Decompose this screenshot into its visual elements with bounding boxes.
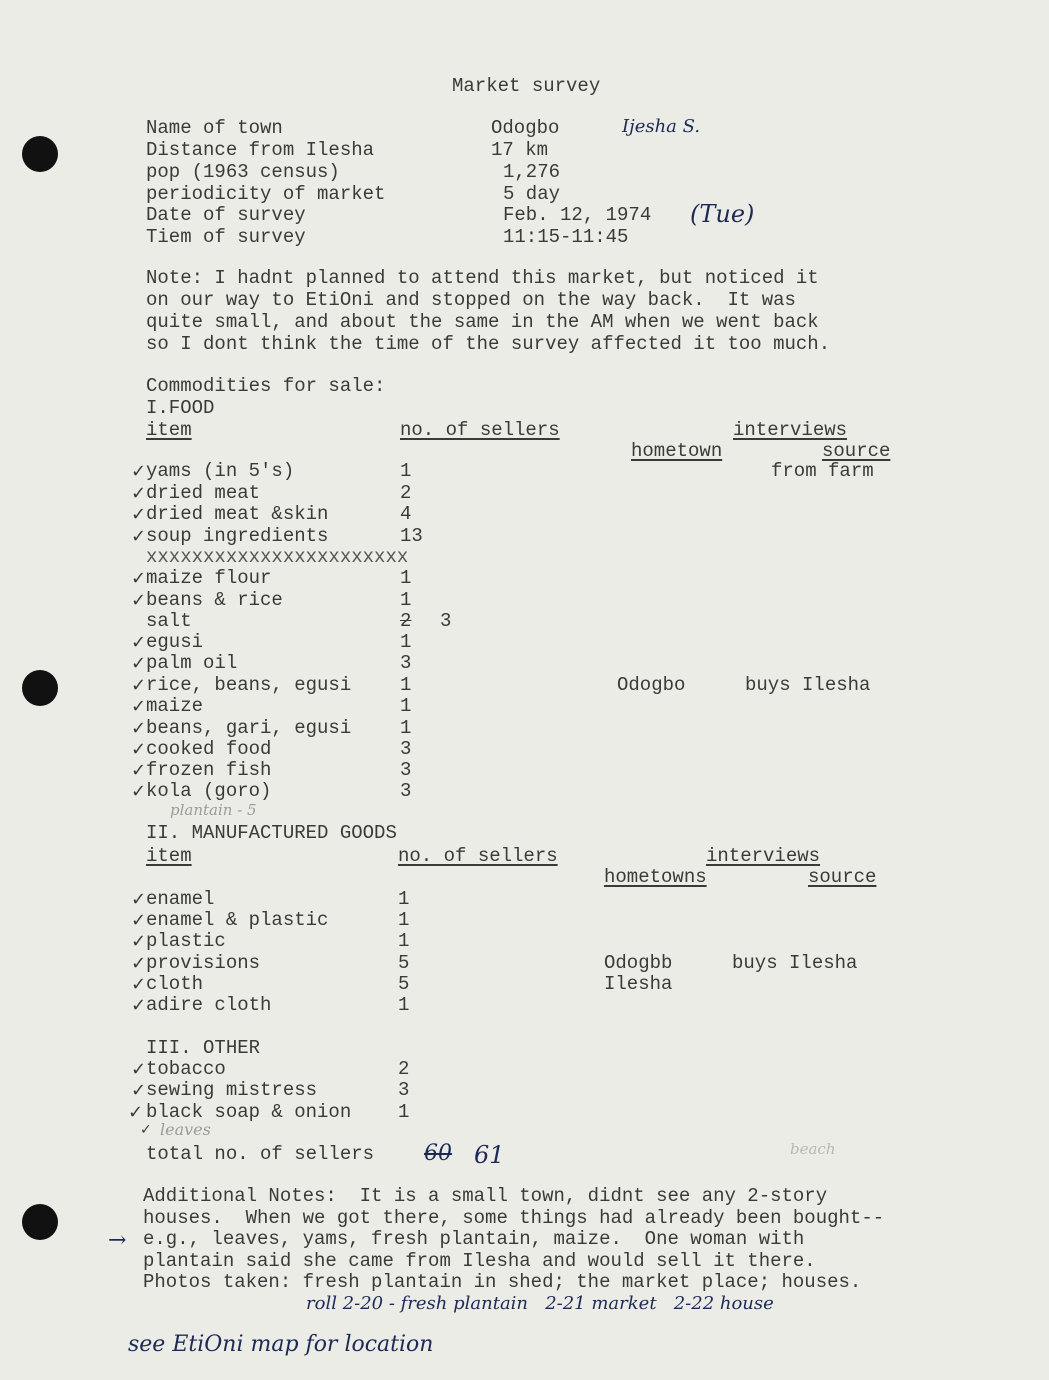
handwritten-new-total: 61 [474,1141,505,1169]
handwritten-old-total: 60 [424,1141,452,1166]
info-value: Odogbo [491,117,560,139]
check-mark-icon: ✓ [131,953,147,974]
pencil-note-beach: beach [790,1140,836,1158]
seller-count: 1 [398,888,410,910]
manufactured-col-interviews: interviews [706,845,821,867]
seller-count: 1 [400,589,412,611]
check-mark-icon: ✓ [131,931,147,952]
list-item: rice, beans, egusi [146,674,352,696]
seller-count: 1 [400,567,412,589]
list-item: plastic [146,930,226,952]
list-item: tobacco [146,1058,226,1080]
check-mark-icon: ✓ [128,1102,144,1123]
manufactured-col-sellers: no. of sellers [398,845,558,867]
note-line: quite small, and about the same in the AM when we went back [146,311,819,333]
check-mark-icon: ✓ [131,889,147,910]
food-heading: I.FOOD [146,397,215,419]
handwritten-map-note: see EtiOni map for location [128,1332,434,1357]
seller-count: 1 [400,460,412,482]
page-title: Market survey [452,75,601,97]
list-item: black soap & onion [146,1101,352,1123]
seller-count: 3 [400,652,412,674]
other-heading: III. OTHER [146,1037,261,1059]
seller-count: 4 [400,503,412,525]
list-item: dried meat [146,482,261,504]
check-mark-icon: ✓ [131,1059,147,1080]
check-mark-icon: ✓ [131,739,147,760]
seller-count: 1 [398,909,410,931]
check-mark-icon: ✓ [131,526,147,547]
list-item: sewing mistress [146,1079,318,1101]
list-item: provisions [146,952,261,974]
food-col-sellers: no. of sellers [400,419,560,441]
commodities-heading: Commodities for sale: [146,375,386,397]
pencil-note-plantain: plantain - 5 [170,801,257,819]
hometown-value: Odogbb [604,952,673,974]
info-value: Feb. 12, 1974 [503,204,652,226]
info-label: Date of survey [146,204,306,226]
check-mark-icon: ✓ [131,632,147,653]
note-line: so I dont think the time of the survey affected it too much. [146,333,831,355]
seller-count: 1 [398,930,410,952]
food-col-source: source [822,440,891,462]
info-value: 1,276 [503,161,561,183]
info-label: periodicity of market [146,183,386,205]
food-col-interviews: interviews [733,419,848,441]
check-mark-icon: ✓ [131,504,147,525]
check-mark-icon: ✓ [131,568,147,589]
check-mark-icon: ✓ [131,718,147,739]
info-value: 17 km [491,139,549,161]
check-mark-icon: ✓ [131,653,147,674]
check-mark-icon: ✓ [131,910,147,931]
info-label: Name of town [146,117,283,139]
list-item: enamel [146,888,215,910]
handwritten-town-note: Ijesha S. [622,116,701,137]
check-mark-icon: ✓ [131,1080,147,1101]
seller-count: 1 [400,717,412,739]
total-sellers-label: total no. of sellers [146,1143,375,1165]
seller-count: 1 [400,695,412,717]
seller-count: 1 [398,1101,410,1123]
seller-count: 5 [398,973,410,995]
check-mark-icon: ✓ [131,995,147,1016]
info-label: Distance from Ilesha [146,139,375,161]
info-value: 11:15-11:45 [503,226,629,248]
info-value: 5 day [503,183,561,205]
seller-count: 13 [400,525,423,547]
list-item: maize flour [146,567,272,589]
pencil-note-leaves: leaves [160,1120,211,1139]
seller-count: 1 [398,994,410,1016]
source-value: buys Ilesha [732,952,858,974]
check-mark-icon: ✓ [131,590,147,611]
note-line: e.g., leaves, yams, fresh plantain, maize. One woman with [143,1228,805,1250]
binder-hole-top [22,136,58,172]
manufactured-heading: II. MANUFACTURED GOODS [146,822,397,844]
list-item: salt [146,610,192,632]
arrow-right-icon: → [108,1228,127,1253]
check-mark-icon: ✓ [140,1122,152,1138]
note-line: Additional Notes: It is a small town, didnt see any 2-story [143,1185,828,1207]
seller-count: 3 [400,759,412,781]
seller-count: 5 [398,952,410,974]
seller-count: 3 [398,1079,410,1101]
manufactured-col-hometown: hometowns [604,866,707,888]
check-mark-icon: ✓ [131,483,147,504]
seller-count: 3 [400,780,412,802]
list-item: palm oil [146,652,238,674]
note-line: Photos taken: fresh plantain in shed; the market place; houses. [143,1271,862,1293]
hometown-value: Ilesha [604,973,673,995]
list-item: adire cloth [146,994,272,1016]
check-mark-icon: ✓ [131,974,147,995]
seller-count: 2 [398,1058,410,1080]
seller-count-corrected: 3 [440,610,452,632]
note-line: Note: I hadnt planned to attend this market, but noticed it [146,267,819,289]
crossed-out-line: xxxxxxxxxxxxxxxxxxxxxxx [146,546,409,568]
handwritten-photo-rolls: roll 2-20 - fresh plantain 2-21 market 2-22 house [306,1293,774,1314]
note-line: plantain said she came from Ilesha and would sell it there. [143,1250,816,1272]
source-value: from farm [771,460,874,482]
list-item: beans, gari, egusi [146,717,352,739]
list-item: beans & rice [146,589,283,611]
note-line: on our way to EtiOni and stopped on the way back. It was [146,289,796,311]
check-mark-icon: ✓ [131,696,147,717]
list-item: dried meat &skin [146,503,329,525]
binder-hole-middle [22,670,58,706]
info-label: Tiem of survey [146,226,306,248]
list-item: soup ingredients [146,525,329,547]
list-item: yams (in 5's) [146,460,295,482]
food-col-item: item [146,419,192,441]
food-col-hometown: hometown [631,440,723,462]
manufactured-col-source: source [808,866,877,888]
check-mark-icon: ✓ [131,461,147,482]
list-item: frozen fish [146,759,272,781]
check-mark-icon: ✓ [131,675,147,696]
seller-count: 2 [400,610,412,632]
list-item: maize [146,695,204,717]
list-item: kola (goro) [146,780,272,802]
seller-count: 1 [400,674,412,696]
seller-count: 3 [400,738,412,760]
hometown-value: Odogbo [617,674,686,696]
list-item: enamel & plastic [146,909,329,931]
list-item: cooked food [146,738,272,760]
source-value: buys Ilesha [745,674,871,696]
check-mark-icon: ✓ [131,781,147,802]
info-label: pop (1963 census) [146,161,340,183]
check-mark-icon: ✓ [131,760,147,781]
list-item: egusi [146,631,204,653]
seller-count: 1 [400,631,412,653]
handwritten-date-note: (Tue) [690,200,755,228]
note-line: houses. When we got there, some things had already been bought-- [143,1207,885,1229]
seller-count: 2 [400,482,412,504]
list-item: cloth [146,973,204,995]
binder-hole-bottom [22,1204,58,1240]
manufactured-col-item: item [146,845,192,867]
